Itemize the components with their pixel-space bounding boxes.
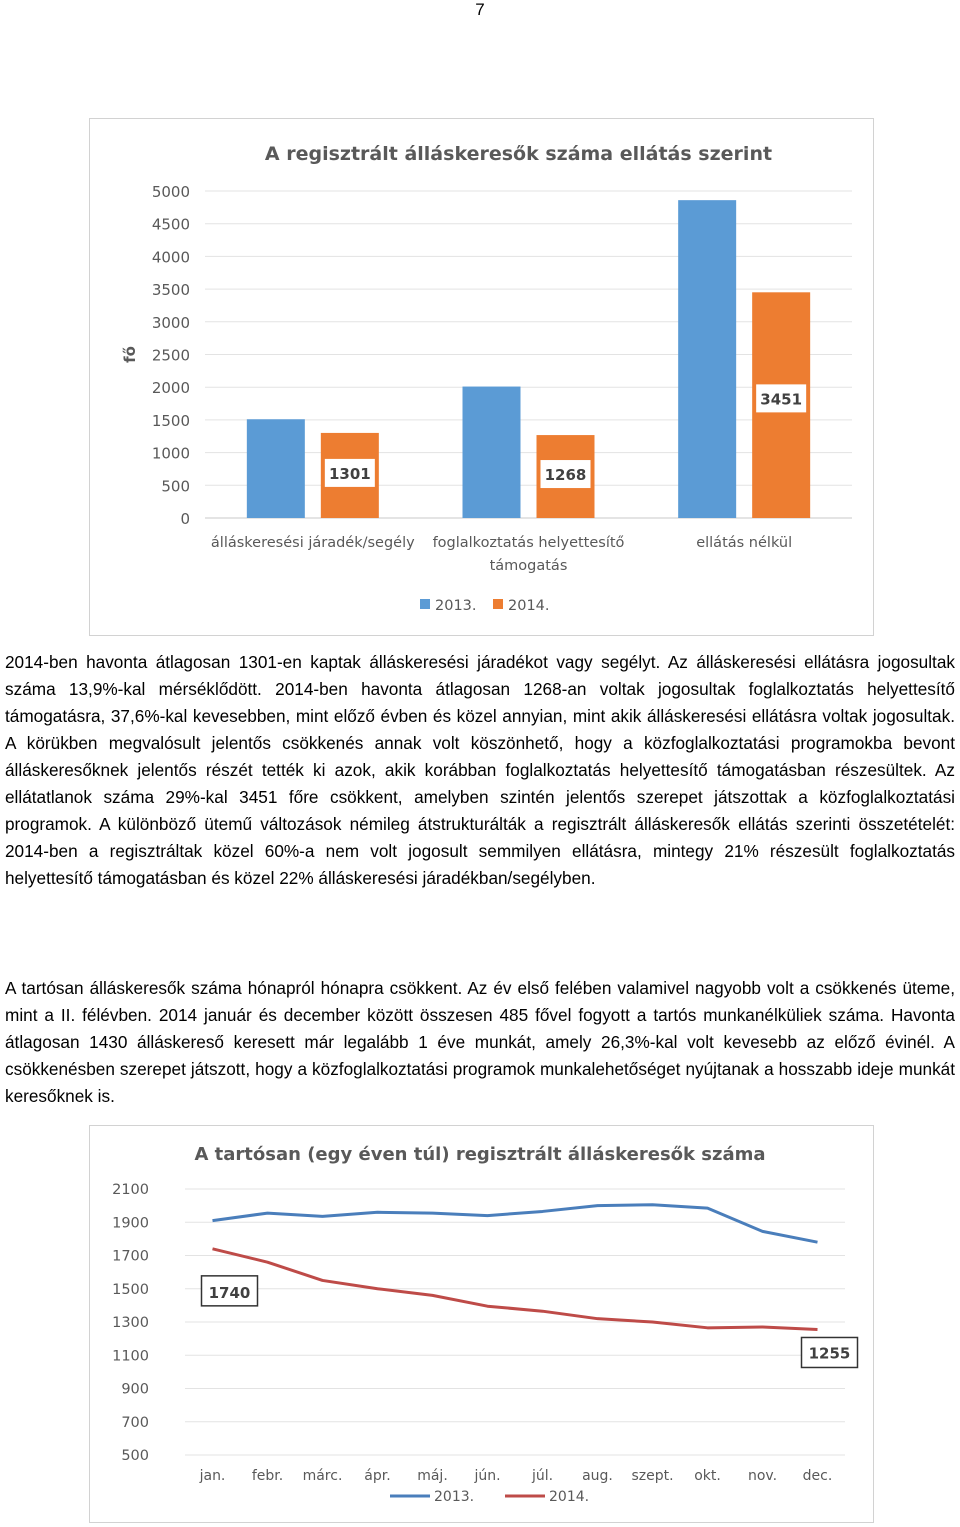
x-tick-label: nov. xyxy=(747,1468,778,1484)
x-tick-label: máj. xyxy=(417,1468,448,1484)
y-tick-label: 500 xyxy=(161,477,190,496)
y-tick-label: 4500 xyxy=(151,215,190,234)
series-line-2013 xyxy=(213,1205,818,1242)
line-chart-svg xyxy=(90,1126,873,1522)
y-tick-label: 1700 xyxy=(112,1248,149,1265)
data-label: 1740 xyxy=(208,1283,251,1302)
page-number: 7 xyxy=(475,0,485,19)
data-label: 1255 xyxy=(808,1344,851,1363)
legend-label: 2014. xyxy=(549,1489,590,1505)
x-tick-label: jan. xyxy=(199,1468,226,1484)
bar-2013 xyxy=(247,419,305,518)
legend-label: 2013. xyxy=(434,1489,475,1505)
y-tick-label: 1100 xyxy=(112,1348,149,1365)
legend-swatch xyxy=(493,599,503,609)
bar-chart-benefit-type xyxy=(89,118,874,636)
x-tick-label: márc. xyxy=(302,1468,343,1484)
x-tick-label: febr. xyxy=(251,1468,284,1484)
x-tick-label: álláskeresési járadék/segély xyxy=(210,535,415,551)
legend-label: 2013. xyxy=(435,598,477,614)
x-tick-label: foglalkoztatás helyettesítő támogatás xyxy=(432,535,625,574)
y-tick-label: 1500 xyxy=(112,1281,149,1298)
y-tick-label: 2500 xyxy=(151,346,190,365)
paragraph-long-term: A tartósan álláskeresők száma hónapról hónapra csökkent. Az év első felében valamivel nagyobb volt a csökkenés üteme, mint a II. félévben. 2014 január és december között összesen 485 fővel fogyott a tartós munkanélküliek száma. Havonta átlagosan 1430 álláskereső keresett már legalább 1 éve munkát, amely 26,3%-kal volt kevesebb az előző évinél. A csökkenésben szerepet játszott, hogy a közfoglalkoztatási programok munkalehetőséget nyújtanak a hosszabb ideje munkát keresőknek is. xyxy=(5,978,955,1106)
chart-title: A regisztrált álláskeresők száma ellátás szerint xyxy=(264,143,773,165)
x-tick-label: jún. xyxy=(474,1468,501,1484)
y-tick-label: 700 xyxy=(121,1414,149,1431)
legend-swatch xyxy=(420,599,430,609)
paragraph-benefits: 2014-ben havonta átlagosan 1301-en kaptak álláskeresési járadékot vagy segélyt. Az álláskeresési ellátásra jogosultak száma 13,9%-kal mérséklődött. 2014-ben havonta átlagosan 1268-an voltak jogosultak foglalkoztatás helyettesítő támogatásra, 37,6%-kal kevesebben, mint előző évben és közel annyian, mint akik álláskeresési ellátásra voltak jogosultak. A körükben megvalósult jelentős csökkenés annak volt köszönhető, hogy a közfoglalkoztatási programokba bevont álláskeresőknek jelentős részét tették ki azok, akik korábban foglalkoztatás helyettesítő támogatásban részesültek. Az ellátatlanok száma 29%-kal 3451 főre csökkent, amelyben szintén jelentős szerepet játszottak a közfoglalkoztatási programok. A különböző ütemű változások némileg átstrukturálták a regisztrált álláskeresők ellátás szerinti összetételét: 2014-ben a regisztráltak közel 60%-a nem volt jogosult semmilyen ellátásra, mintegy 21% részesült foglalkoztatás helyettesítő támogatásban és közel 22% álláskeresési járadékban/segélyben. xyxy=(5,652,955,888)
y-tick-label: 2000 xyxy=(151,379,190,398)
y-tick-label: 4000 xyxy=(151,248,190,267)
data-label: 1268 xyxy=(544,466,587,485)
x-tick-label: dec. xyxy=(802,1468,833,1484)
x-tick-label: szept. xyxy=(631,1468,674,1484)
line-chart-long-term xyxy=(89,1125,874,1523)
bar-2013 xyxy=(678,200,736,518)
bar-chart-svg xyxy=(90,119,873,635)
legend-label: 2014. xyxy=(508,598,550,614)
y-tick-label: 1000 xyxy=(151,444,190,463)
x-tick-label: ellátás nélkül xyxy=(696,535,793,551)
y-tick-label: 0 xyxy=(180,510,190,528)
bar-2013 xyxy=(463,387,521,518)
y-tick-label: 1300 xyxy=(112,1315,149,1331)
data-label: 1301 xyxy=(328,464,371,483)
x-tick-label: júl. xyxy=(531,1468,554,1484)
y-tick-label: 1500 xyxy=(151,411,190,430)
y-axis-label: fő xyxy=(121,346,139,363)
data-label: 3451 xyxy=(760,390,803,409)
chart-title: A tartósan (egy éven túl) regisztrált álláskeresők száma xyxy=(194,1144,766,1165)
y-tick-label: 1900 xyxy=(112,1215,149,1232)
y-tick-label: 3000 xyxy=(151,313,190,332)
y-tick-label: 2100 xyxy=(112,1182,149,1198)
x-tick-label: ápr. xyxy=(364,1468,391,1484)
y-tick-label: 5000 xyxy=(151,183,190,201)
y-tick-label: 500 xyxy=(121,1448,149,1464)
x-tick-label: aug. xyxy=(582,1468,613,1484)
y-tick-label: 3500 xyxy=(151,281,190,300)
x-tick-label: okt. xyxy=(694,1468,721,1484)
y-tick-label: 900 xyxy=(121,1381,149,1398)
